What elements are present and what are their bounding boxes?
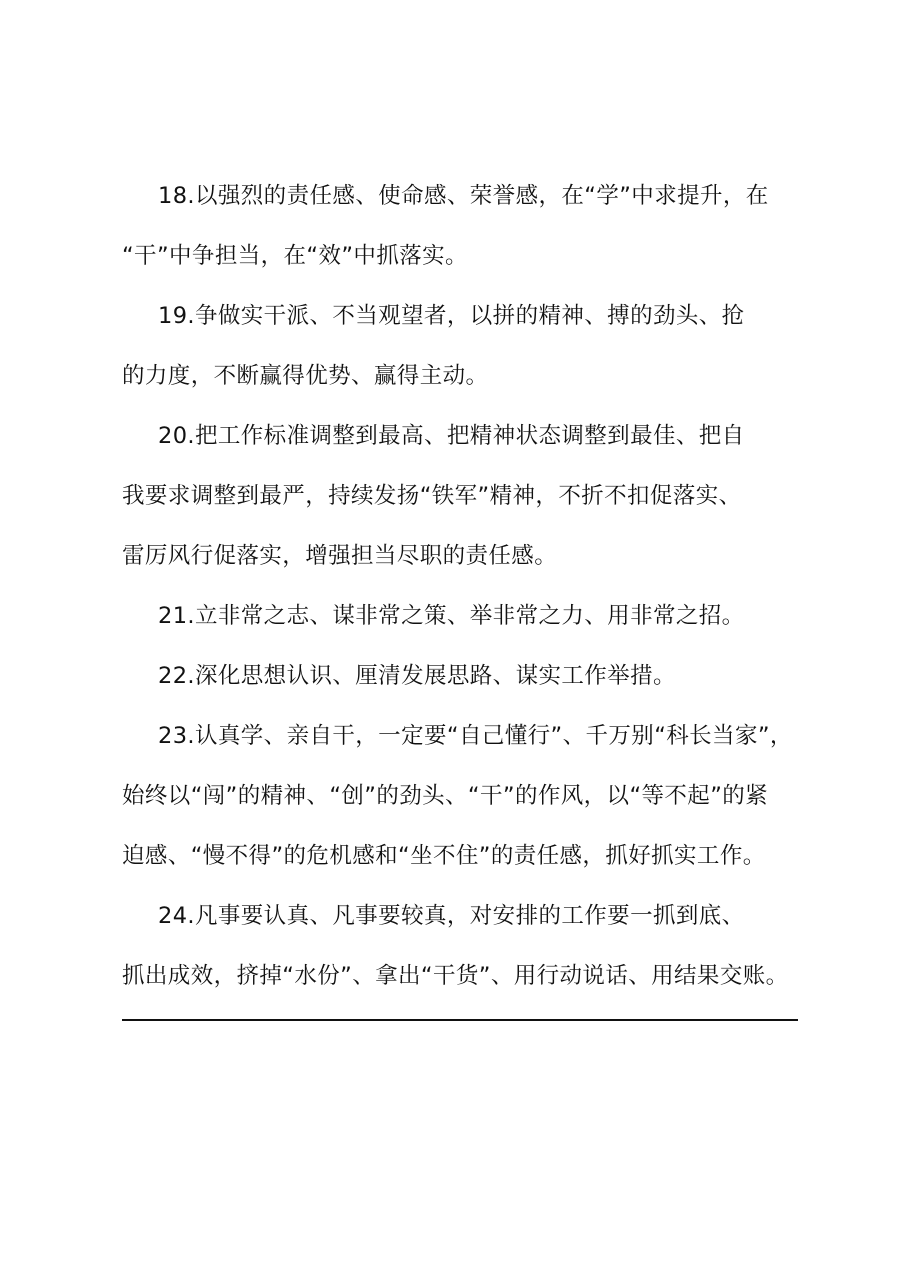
paragraph-line: 迫感、“慢不得”的危机感和“坐不住”的责任感，抓好抓实工作。 xyxy=(122,843,766,869)
paragraph-line: 20.把工作标准调整到最高、把精神状态调整到最佳、把自 xyxy=(158,423,745,449)
text-underline xyxy=(122,1019,798,1021)
paragraph-line: 18.以强烈的责任感、使命感、荣誉感，在“学”中求提升，在 xyxy=(158,183,769,209)
paragraph-line: 始终以“闯”的精神、“创”的劲头、“干”的作风，以“等不起”的紧 xyxy=(122,783,769,809)
paragraph-line: 抓出成效，挤掉“水份”、拿出“干货”、用行动说话、用结果交账。 xyxy=(122,963,789,989)
paragraph-line: 的力度，不断赢得优势、赢得主动。 xyxy=(122,363,489,389)
paragraph-21 xyxy=(122,586,798,646)
paragraph-19 xyxy=(122,286,798,406)
paragraph-23 xyxy=(122,706,798,886)
paragraph-line: 22.深化思想认识、厘清发展思路、谋实工作举措。 xyxy=(158,663,676,689)
document-body xyxy=(122,166,798,1006)
paragraph-line: “干”中争担当，在“效”中抓落实。 xyxy=(122,243,468,269)
paragraph-line: 21.立非常之志、谋非常之策、举非常之力、用非常之招。 xyxy=(158,603,745,629)
paragraph-22 xyxy=(122,646,798,706)
paragraph-18 xyxy=(122,166,798,286)
paragraph-line: 23.认真学、亲自干，一定要“自己懂行”、千万别“科长当家”， xyxy=(158,723,793,749)
paragraph-line: 19.争做实干派、不当观望者，以拼的精神、搏的劲头、抢 xyxy=(158,303,745,329)
paragraph-line: 雷厉风行促落实，增强担当尽职的责任感。 xyxy=(122,543,558,569)
paragraph-line: 24.凡事要认真、凡事要较真，对安排的工作要一抓到底、 xyxy=(158,903,745,929)
paragraph-line: 我要求调整到最严，持续发扬“铁军”精神，不折不扣促落实、 xyxy=(122,483,742,509)
paragraph-24 xyxy=(122,886,798,1006)
paragraph-20 xyxy=(122,406,798,586)
